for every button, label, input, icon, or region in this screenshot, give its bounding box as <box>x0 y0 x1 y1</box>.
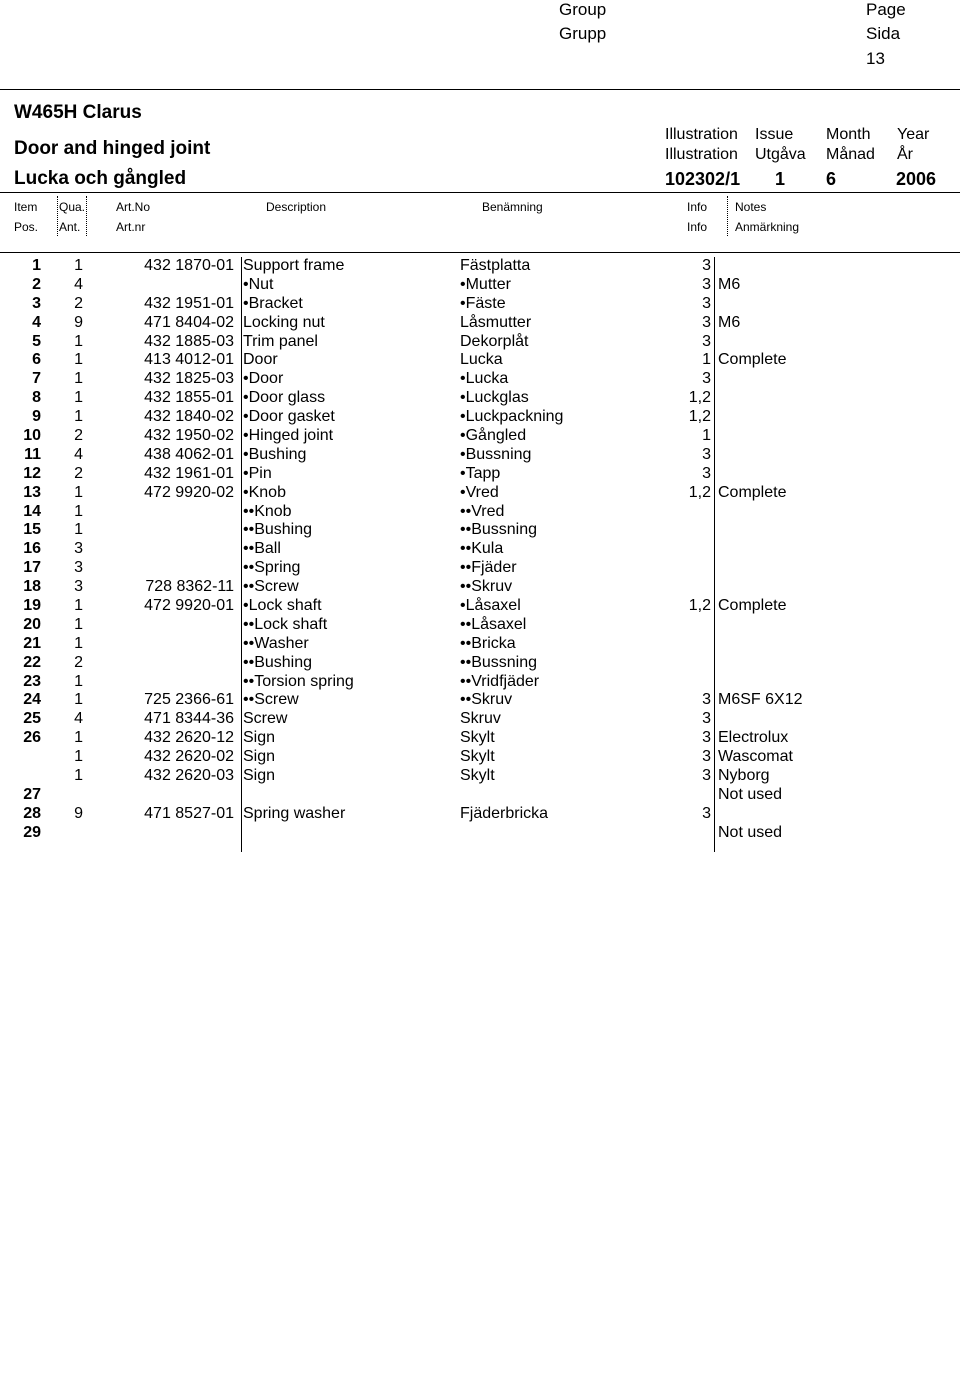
description-cell: •Bushing <box>243 445 307 463</box>
quantity-cell: 4 <box>74 275 83 293</box>
benamning-cell: Fästplatta <box>460 257 531 274</box>
article-number-cell: 725 2366-61 <box>144 691 234 709</box>
quantity-cell: 2 <box>74 653 83 671</box>
benamning-cell: Fjäderbricka <box>460 804 549 822</box>
notes-cell: Complete <box>718 351 787 369</box>
quantity-cell: 9 <box>74 313 83 331</box>
article-number-cell: 471 8344-36 <box>144 710 234 728</box>
item-number-cell: 27 <box>23 785 41 803</box>
quantity-cell: 1 <box>74 351 83 369</box>
benamning-cell: •Fäste <box>460 294 506 312</box>
quantity-cell: 3 <box>74 540 83 558</box>
info-cell: 3 <box>702 729 711 747</box>
model-title: W465H Clarus <box>14 102 142 123</box>
table-row <box>0 710 960 729</box>
benamning-cell: •Tapp <box>460 464 501 482</box>
header-rule <box>0 89 960 90</box>
article-number-cell: 413 4012-01 <box>144 351 234 369</box>
benamning-cell: ••Fjäder <box>460 559 517 577</box>
table-row <box>0 465 960 484</box>
table-row <box>0 314 960 333</box>
table-row <box>0 748 960 767</box>
description-cell: ••Ball <box>243 540 281 558</box>
description-cell: •Door <box>243 370 284 388</box>
benamning-cell: Skylt <box>460 748 495 766</box>
table-row <box>0 295 960 314</box>
benamning-cell: ••Kula <box>460 540 504 558</box>
info-cell: 3 <box>702 257 711 274</box>
year-label: Year <box>897 126 930 143</box>
article-number-cell: 472 9920-01 <box>144 597 234 615</box>
info-cell: 1 <box>702 427 711 445</box>
info-cell: 1,2 <box>688 597 711 615</box>
benamning-cell: Lucka <box>460 351 503 369</box>
article-number-cell: 432 1870-01 <box>144 257 234 274</box>
quantity-cell: 1 <box>74 332 83 350</box>
benamning-cell: Skylt <box>460 729 495 747</box>
col-notes-sv: Anmärkning <box>735 220 800 234</box>
parts-table <box>0 257 960 843</box>
benamning-cell: •Låsaxel <box>460 597 521 615</box>
article-number-cell: 432 2620-02 <box>144 748 234 766</box>
info-cell: 3 <box>702 445 711 463</box>
table-row <box>0 616 960 635</box>
table-row <box>0 446 960 465</box>
item-number-cell: 28 <box>23 804 41 822</box>
description-cell: Door <box>243 351 278 369</box>
info-cell: 3 <box>702 275 711 293</box>
description-cell: Screw <box>243 710 288 728</box>
table-row <box>0 578 960 597</box>
quantity-cell: 3 <box>74 559 83 577</box>
quantity-cell: 1 <box>74 634 83 652</box>
article-number-cell: 432 1950-02 <box>144 427 234 445</box>
info-cell: 1,2 <box>688 408 711 426</box>
col-item: Item <box>14 200 38 214</box>
title-sv: Lucka och gångled <box>14 168 187 189</box>
illustration-label-sv: Illustration <box>665 146 738 163</box>
description-cell: ••Torsion spring <box>243 672 354 690</box>
table-row <box>0 408 960 427</box>
description-cell: ••Lock shaft <box>243 615 328 633</box>
description-cell: ••Screw <box>243 691 299 709</box>
benamning-cell: Dekorplåt <box>460 332 529 350</box>
table-row <box>0 729 960 748</box>
item-number-cell: 9 <box>32 408 41 426</box>
col-artno-sv: Art.nr <box>116 220 146 234</box>
year-label-sv: År <box>897 146 913 163</box>
item-number-cell: 6 <box>32 351 41 369</box>
benamning-cell: •Lucka <box>460 370 509 388</box>
description-cell: •Pin <box>243 464 272 482</box>
item-number-cell: 24 <box>23 691 41 709</box>
benamning-cell: ••Bricka <box>460 634 516 652</box>
table-row <box>0 276 960 295</box>
quantity-cell: 1 <box>74 483 83 501</box>
table-row <box>0 389 960 408</box>
item-number-cell: 17 <box>23 559 41 577</box>
description-cell: ••Bushing <box>243 653 313 671</box>
info-cell: 1 <box>702 351 711 369</box>
quantity-cell: 4 <box>74 710 83 728</box>
info-cell: 3 <box>702 370 711 388</box>
quantity-cell: 1 <box>74 672 83 690</box>
description-cell: •Knob <box>243 483 286 501</box>
title-en: Door and hinged joint <box>14 138 211 159</box>
item-number-cell: 5 <box>32 332 41 350</box>
description-cell: ••Washer <box>243 634 309 652</box>
item-number-cell: 13 <box>23 483 41 501</box>
table-row <box>0 824 960 843</box>
item-number-cell: 29 <box>23 823 41 841</box>
benamning-cell: ••Låsaxel <box>460 615 527 633</box>
notes-cell: Nyborg <box>718 767 770 785</box>
col-description: Description <box>266 200 327 214</box>
quantity-cell: 1 <box>74 389 83 407</box>
quantity-cell: 1 <box>74 408 83 426</box>
item-number-cell: 12 <box>23 464 41 482</box>
description-cell: Locking nut <box>243 313 325 331</box>
description-cell: ••Knob <box>243 502 292 520</box>
description-cell: Sign <box>243 748 276 766</box>
info-cell: 3 <box>702 332 711 350</box>
notes-cell: Wascomat <box>718 748 793 766</box>
notes-cell: Electrolux <box>718 729 789 747</box>
page-number: 13 <box>866 49 885 68</box>
benamning-cell: •Vred <box>460 483 499 501</box>
item-number-cell: 26 <box>23 729 41 747</box>
header-divider <box>727 196 728 236</box>
quantity-cell: 1 <box>74 597 83 615</box>
quantity-cell: 1 <box>74 691 83 709</box>
quantity-cell: 1 <box>74 257 83 274</box>
info-cell: 3 <box>702 710 711 728</box>
description-cell: Sign <box>243 767 276 785</box>
item-number-cell: 21 <box>23 634 41 652</box>
description-cell: Trim panel <box>243 332 318 350</box>
benamning-cell: ••Skruv <box>460 691 513 709</box>
table-row <box>0 654 960 673</box>
info-cell: 3 <box>702 313 711 331</box>
article-number-cell: 432 2620-12 <box>144 729 234 747</box>
table-row <box>0 521 960 540</box>
notes-cell: M6 <box>718 275 741 293</box>
item-number-cell: 10 <box>23 427 41 445</box>
item-number-cell: 18 <box>23 578 41 596</box>
description-cell: •Bracket <box>243 294 303 312</box>
description-cell: •Nut <box>243 275 274 293</box>
month-label: Month <box>826 126 871 143</box>
quantity-cell: 2 <box>74 294 83 312</box>
description-cell: •Hinged joint <box>243 427 334 445</box>
benamning-cell: •Luckpackning <box>460 408 564 426</box>
item-number-cell: 8 <box>32 389 41 407</box>
table-row <box>0 427 960 446</box>
item-number-cell: 7 <box>32 370 41 388</box>
item-number-cell: 23 <box>23 672 41 690</box>
title-rule <box>0 192 960 193</box>
item-number-cell: 25 <box>23 710 41 728</box>
group-label: Group <box>559 0 607 19</box>
table-row <box>0 503 960 522</box>
quantity-cell: 1 <box>74 521 83 539</box>
item-number-cell: 20 <box>23 615 41 633</box>
group-label-sv: Grupp <box>559 24 607 43</box>
article-number-cell: 432 2620-03 <box>144 767 234 785</box>
item-number-cell: 14 <box>23 502 41 520</box>
description-cell: ••Screw <box>243 578 299 596</box>
table-row <box>0 540 960 559</box>
quantity-cell: 9 <box>74 804 83 822</box>
issue-value: 1 <box>775 169 786 189</box>
benamning-cell: ••Bussning <box>460 653 538 671</box>
article-number-cell: 438 4062-01 <box>144 445 234 463</box>
month-value: 6 <box>826 169 837 189</box>
issue-label-sv: Utgåva <box>755 146 806 163</box>
benamning-cell: •Bussning <box>460 445 532 463</box>
quantity-cell: 2 <box>74 427 83 445</box>
benamning-cell: Skylt <box>460 767 495 785</box>
description-cell: Spring washer <box>243 804 346 822</box>
illustration-label: Illustration <box>665 126 738 143</box>
item-number-cell: 1 <box>32 257 41 274</box>
article-number-cell: 472 9920-02 <box>144 483 234 501</box>
benamning-cell: •Luckglas <box>460 389 529 407</box>
benamning-cell: ••Vridfjäder <box>460 672 540 690</box>
notes-cell: Complete <box>718 483 787 501</box>
benamning-cell: ••Bussning <box>460 521 538 539</box>
col-artno: Art.No <box>116 200 151 214</box>
benamning-cell: Låsmutter <box>460 313 532 331</box>
table-row <box>0 767 960 786</box>
illustration-value: 102302/1 <box>665 169 741 189</box>
col-info: Info <box>687 200 708 214</box>
year-value: 2006 <box>896 169 937 189</box>
item-number-cell: 2 <box>32 275 41 293</box>
description-cell: •Door gasket <box>243 408 335 426</box>
benamning-cell: ••Vred <box>460 502 505 520</box>
description-cell: Support frame <box>243 257 345 274</box>
month-label-sv: Månad <box>826 146 875 163</box>
item-number-cell: 11 <box>24 445 41 463</box>
article-number-cell: 432 1840-02 <box>144 408 234 426</box>
item-number-cell: 4 <box>32 313 41 331</box>
benamning-cell: ••Skruv <box>460 578 513 596</box>
col-qty-sv: Ant. <box>59 220 81 234</box>
info-cell: 1,2 <box>688 483 711 501</box>
table-row <box>0 786 960 805</box>
header-divider <box>57 196 58 236</box>
info-cell: 1,2 <box>688 389 711 407</box>
notes-cell: Not used <box>718 785 783 803</box>
table-top-rule <box>0 252 960 253</box>
header-divider <box>86 196 87 236</box>
description-cell: ••Spring <box>243 559 301 577</box>
quantity-cell: 1 <box>74 729 83 747</box>
description-cell: •Door glass <box>243 389 326 407</box>
article-number-cell: 432 1885-03 <box>144 332 234 350</box>
page-label-sv: Sida <box>866 24 901 43</box>
notes-cell: Complete <box>718 597 787 615</box>
quantity-cell: 2 <box>74 464 83 482</box>
table-row <box>0 351 960 370</box>
col-info-sv: Info <box>687 220 708 234</box>
benamning-cell: •Mutter <box>460 275 511 293</box>
table-row <box>0 559 960 578</box>
info-cell: 3 <box>702 294 711 312</box>
benamning-cell: •Gångled <box>460 427 527 445</box>
table-row <box>0 257 960 276</box>
description-cell: Sign <box>243 729 276 747</box>
description-cell: •Lock shaft <box>243 597 322 615</box>
quantity-cell: 1 <box>74 767 83 785</box>
col-item-sv: Pos. <box>14 220 39 234</box>
info-cell: 3 <box>702 464 711 482</box>
item-number-cell: 19 <box>23 597 41 615</box>
description-cell: ••Bushing <box>243 521 313 539</box>
article-number-cell: 432 1825-03 <box>144 370 234 388</box>
table-row <box>0 597 960 616</box>
notes-cell: M6 <box>718 313 741 331</box>
table-row <box>0 484 960 503</box>
quantity-cell: 3 <box>74 578 83 596</box>
info-cell: 3 <box>702 804 711 822</box>
quantity-cell: 4 <box>74 445 83 463</box>
table-row <box>0 673 960 692</box>
article-number-cell: 728 8362-11 <box>145 578 234 596</box>
item-number-cell: 16 <box>23 540 41 558</box>
article-number-cell: 432 1961-01 <box>144 464 234 482</box>
info-cell: 3 <box>702 767 711 785</box>
col-notes: Notes <box>735 200 767 214</box>
quantity-cell: 1 <box>74 615 83 633</box>
quantity-cell: 1 <box>74 370 83 388</box>
quantity-cell: 1 <box>74 748 83 766</box>
article-number-cell: 471 8404-02 <box>144 313 234 331</box>
quantity-cell: 1 <box>74 502 83 520</box>
info-cell: 3 <box>702 691 711 709</box>
col-qty: Qua. <box>59 200 86 214</box>
table-row <box>0 370 960 389</box>
item-number-cell: 22 <box>23 653 41 671</box>
benamning-cell: Skruv <box>460 710 501 728</box>
notes-cell: Not used <box>718 823 783 841</box>
article-number-cell: 471 8527-01 <box>144 804 234 822</box>
article-number-cell: 432 1855-01 <box>144 389 234 407</box>
info-cell: 3 <box>702 748 711 766</box>
table-row <box>0 635 960 654</box>
article-number-cell: 432 1951-01 <box>144 294 234 312</box>
issue-label: Issue <box>755 126 794 143</box>
page-label: Page <box>866 0 906 19</box>
table-row <box>0 333 960 352</box>
notes-cell: M6SF 6X12 <box>718 691 803 709</box>
item-number-cell: 3 <box>32 294 41 312</box>
col-benamning: Benämning <box>482 200 543 214</box>
item-number-cell: 15 <box>23 521 41 539</box>
table-row <box>0 805 960 824</box>
table-row <box>0 691 960 710</box>
